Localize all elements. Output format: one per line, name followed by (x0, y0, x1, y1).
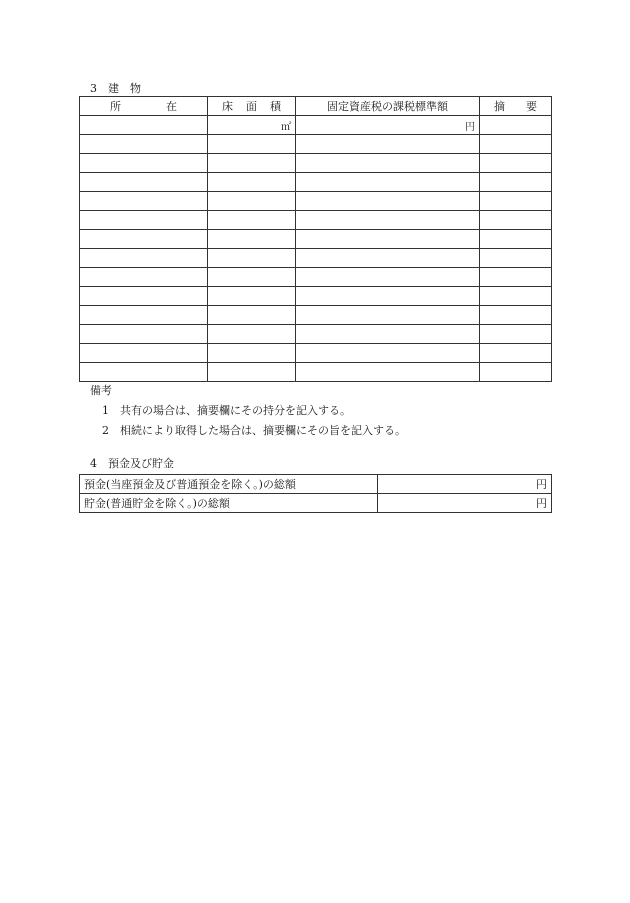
cell-tax-value[interactable] (296, 211, 480, 230)
table-row (80, 230, 552, 249)
deposit-label: 預金(当座預金及び普通預金を除く。)の総額 (80, 475, 378, 494)
header-tax-value: 固定資産税の課税標準額 (296, 97, 480, 116)
table-row (80, 363, 552, 382)
cell-summary[interactable] (480, 287, 552, 306)
cell-location[interactable] (80, 306, 208, 325)
cell-tax-value[interactable] (296, 268, 480, 287)
cell-floor-area[interactable] (208, 154, 296, 173)
cell-floor-area[interactable] (208, 306, 296, 325)
table-row (80, 192, 552, 211)
cell-location[interactable] (80, 192, 208, 211)
savings-amount-cell[interactable] (378, 494, 552, 513)
deposit-amount-cell[interactable] (378, 475, 552, 494)
cell-summary[interactable] (480, 306, 552, 325)
cell-floor-area[interactable] (208, 287, 296, 306)
table-header-row (80, 97, 552, 116)
cell-summary[interactable] (480, 344, 552, 363)
cell-location[interactable] (80, 154, 208, 173)
table-row (80, 287, 552, 306)
cell-location[interactable] (80, 116, 208, 135)
cell-location[interactable] (80, 287, 208, 306)
unit-square-meter: ㎡ (281, 121, 291, 133)
table-row (80, 325, 552, 344)
cell-tax-value[interactable] (296, 230, 480, 249)
cell-summary[interactable] (480, 249, 552, 268)
cell-tax-value[interactable] (296, 192, 480, 211)
cell-location[interactable] (80, 344, 208, 363)
note-item-1: 1 共有の場合は、摘要欄にその持分を記入する。 (102, 404, 351, 417)
section-heading-buildings: 3 建 物 (90, 82, 141, 95)
cell-summary[interactable] (480, 154, 552, 173)
cell-location[interactable] (80, 325, 208, 344)
cell-floor-area[interactable] (208, 116, 296, 135)
cell-tax-value[interactable] (296, 344, 480, 363)
cell-summary[interactable] (480, 325, 552, 344)
table-row (80, 154, 552, 173)
cell-tax-value[interactable] (296, 249, 480, 268)
section-heading-deposits: 4 預金及び貯金 (90, 457, 174, 470)
cell-floor-area[interactable] (208, 173, 296, 192)
savings-label: 貯金(普通貯金を除く。)の総額 (80, 494, 378, 513)
cell-floor-area[interactable] (208, 135, 296, 154)
cell-location[interactable] (80, 249, 208, 268)
cell-summary[interactable] (480, 230, 552, 249)
cell-floor-area[interactable] (208, 344, 296, 363)
cell-floor-area[interactable] (208, 211, 296, 230)
cell-location[interactable] (80, 230, 208, 249)
cell-summary[interactable] (480, 363, 552, 382)
cell-location[interactable] (80, 268, 208, 287)
notes-title: 備考 (90, 384, 112, 397)
notes-block (90, 381, 406, 441)
table-row (80, 249, 552, 268)
cell-location[interactable] (80, 211, 208, 230)
cell-tax-value[interactable] (296, 287, 480, 306)
table-row (80, 135, 552, 154)
table-row (80, 173, 552, 192)
cell-tax-value[interactable] (296, 306, 480, 325)
cell-summary[interactable] (480, 173, 552, 192)
note-item-2: 2 相続により取得した場合は、摘要欄にその旨を記入する。 (102, 424, 406, 437)
deposits-table (79, 474, 552, 513)
cell-summary[interactable] (480, 211, 552, 230)
cell-location[interactable] (80, 363, 208, 382)
cell-tax-value[interactable] (296, 154, 480, 173)
unit-yen: 円 (536, 478, 547, 491)
cell-floor-area[interactable] (208, 363, 296, 382)
header-floor-area: 床 面 積 (208, 97, 296, 116)
cell-tax-value[interactable] (296, 116, 480, 135)
cell-location[interactable] (80, 135, 208, 154)
cell-location[interactable] (80, 173, 208, 192)
unit-yen: 円 (536, 497, 547, 510)
cell-summary[interactable] (480, 192, 552, 211)
cell-floor-area[interactable] (208, 192, 296, 211)
table-row (80, 344, 552, 363)
buildings-table (79, 96, 552, 382)
unit-yen: 円 (465, 121, 475, 133)
cell-summary[interactable] (480, 135, 552, 154)
table-row (80, 494, 552, 513)
cell-tax-value[interactable] (296, 135, 480, 154)
cell-floor-area[interactable] (208, 249, 296, 268)
header-location: 所 在 (80, 97, 208, 116)
table-row (80, 211, 552, 230)
table-row (80, 268, 552, 287)
cell-floor-area[interactable] (208, 230, 296, 249)
cell-summary[interactable] (480, 116, 552, 135)
cell-floor-area[interactable] (208, 325, 296, 344)
cell-tax-value[interactable] (296, 325, 480, 344)
cell-tax-value[interactable] (296, 363, 480, 382)
table-row (80, 116, 552, 135)
cell-summary[interactable] (480, 268, 552, 287)
table-row (80, 306, 552, 325)
cell-floor-area[interactable] (208, 268, 296, 287)
header-summary: 摘 要 (480, 97, 552, 116)
cell-tax-value[interactable] (296, 173, 480, 192)
table-row (80, 475, 552, 494)
